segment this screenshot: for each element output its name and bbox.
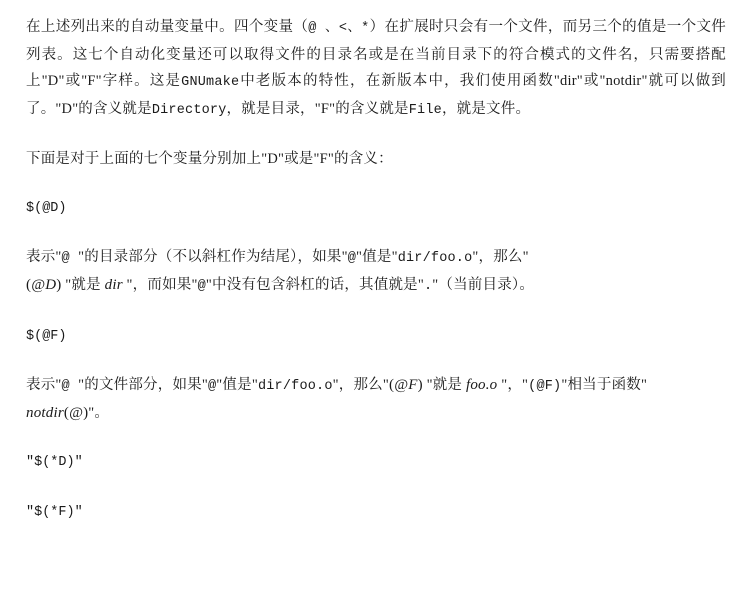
- term-label: "$(*D)": [26, 455, 83, 470]
- inline-code: Directory: [151, 103, 227, 118]
- text-run: "的文件部分，如果": [78, 377, 208, 393]
- term-star-d: [26, 448, 726, 476]
- text-run: 表示": [26, 377, 62, 393]
- inline-code: GNUmake: [181, 75, 240, 90]
- term-at-d: [26, 194, 726, 222]
- definition-at-f: [26, 372, 726, 426]
- math-expression: @: [69, 405, 84, 421]
- inline-code: (@F): [528, 379, 562, 394]
- text-run: "中没有包含斜杠的话，其值就是": [205, 277, 424, 293]
- text-run: "，而如果": [122, 277, 198, 293]
- text-run: "就是: [61, 277, 105, 293]
- math-expression: (: [63, 405, 70, 421]
- text-run: "，": [497, 377, 529, 393]
- term-label: $(@D): [26, 201, 67, 216]
- math-expression: ): [56, 277, 62, 293]
- inline-code: @: [61, 251, 79, 266]
- definition-at-d: [26, 244, 726, 300]
- term-star-f: [26, 498, 726, 526]
- math-expression: notdir: [26, 405, 64, 421]
- term-at-f: [26, 322, 726, 350]
- math-expression: (: [389, 377, 395, 393]
- inline-code: @ 、<、*: [308, 21, 370, 36]
- text-run: 表示": [26, 249, 62, 265]
- term-label: $(@F): [26, 329, 67, 344]
- math-expression: dir: [104, 277, 123, 293]
- math-expression: @F: [394, 377, 418, 393]
- text-run: "相当于函数": [561, 377, 648, 393]
- text-run: 在上述列出来的自动量变量中。四个变量（: [26, 19, 309, 35]
- inline-code: @: [207, 379, 217, 394]
- inline-code: @: [61, 379, 79, 394]
- text-run: 下面是对于上面的七个变量分别加上"D"或是"F"的含义：: [26, 151, 393, 167]
- text-run: "的目录部分（不以斜杠作为结尾），如果": [78, 249, 348, 265]
- text-run: "（当前目录）。: [432, 277, 535, 293]
- text-run: "。: [88, 405, 110, 421]
- inline-code: .: [423, 279, 433, 294]
- text-run: "，那么": [472, 249, 529, 265]
- math-expression: @D: [31, 277, 57, 293]
- text-run: ，就是目录，"F"的含义就是: [226, 101, 409, 117]
- inline-code: dir/foo.o: [397, 251, 473, 266]
- text-run: "值是": [216, 377, 258, 393]
- text-run: ）在扩展时只会有一个文件，而另三个的值是一个文件列表。这七个自动化变量还可以取得文件的目录名或是在当前目录下的符合模式的文件名，只需要搭配上"D"或"F"字样。这是: [26, 19, 726, 89]
- term-label: "$(*F)": [26, 505, 83, 520]
- text-run: ，就是文件。: [441, 101, 531, 117]
- math-expression: ): [83, 405, 89, 421]
- inline-code: @: [347, 251, 357, 266]
- text-run: "值是": [356, 249, 398, 265]
- text-run: "，那么": [332, 377, 389, 393]
- inline-code: @: [197, 279, 206, 294]
- inline-code: dir/foo.o: [257, 379, 333, 394]
- inline-code: File: [408, 103, 442, 118]
- paragraph-intro: [26, 14, 726, 124]
- paragraph-lead-in: [26, 146, 726, 172]
- math-expression: (: [26, 277, 32, 293]
- math-expression: ): [417, 377, 423, 393]
- math-expression: foo.o: [465, 377, 498, 393]
- text-run: "就是: [422, 377, 466, 393]
- text-run: 中老版本的特性，在新版本中，我们使用函数"dir"或"notdir"就可以做到了。"D"的含义就是: [26, 73, 726, 117]
